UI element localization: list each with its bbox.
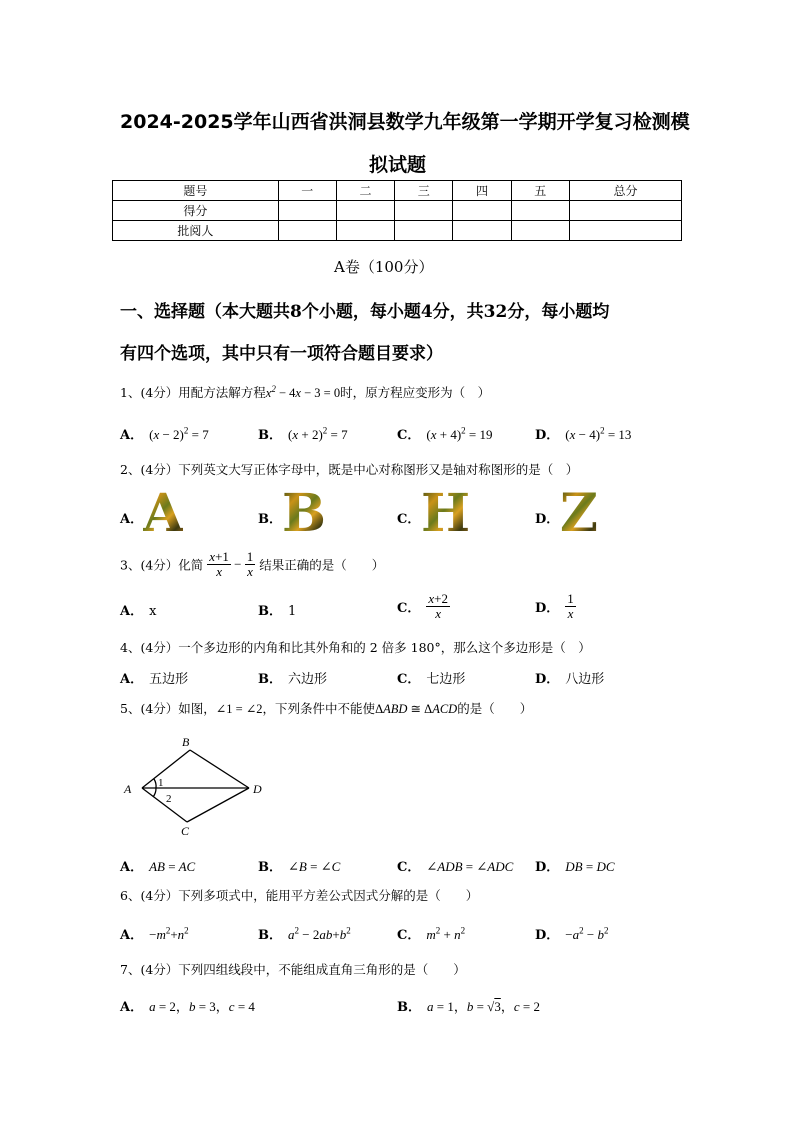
option-a[interactable] (120, 996, 255, 1015)
option-label: C． (397, 928, 421, 943)
option-label: C． (397, 512, 421, 527)
question-stem: 3、(4分）化简 (120, 557, 204, 573)
option-label: B． (258, 604, 282, 619)
option-d[interactable] (535, 592, 576, 621)
option-formula: ∠B = ∠C (288, 859, 341, 874)
table-row-label: 得分 (113, 201, 279, 221)
option-formula: $a^2 - 2ab+b^2$ (288, 925, 351, 942)
table-header-cell: 二 (336, 181, 394, 201)
label-c: C (181, 824, 190, 838)
table-header-cell: 题号 (113, 181, 279, 201)
segment-cd (187, 788, 249, 822)
label-a: A (124, 782, 132, 796)
table-cell (569, 221, 681, 241)
table-cell (511, 221, 569, 241)
option-label: B． (258, 672, 282, 687)
math-expression: ΔABD ≅ ΔACD (375, 702, 458, 716)
option-formula: $-a^2 - b^2$ (565, 925, 609, 942)
table-header-cell: 五 (511, 181, 569, 201)
option-label: C． (397, 428, 421, 443)
fraction: $\frac{1}{x}$ (567, 591, 574, 621)
option-label: B． (258, 428, 282, 443)
option-b[interactable] (258, 668, 327, 687)
question-1 (120, 383, 490, 401)
table-cell (395, 201, 453, 221)
table-cell (336, 201, 394, 221)
table-row (113, 201, 682, 221)
fraction: $\frac{1}{x}$ (246, 549, 254, 579)
option-label: B． (397, 1000, 421, 1015)
option-d[interactable] (535, 856, 615, 875)
option-label: D． (535, 860, 560, 875)
option-label: C． (397, 860, 421, 875)
question-3: 3、(4分）化简 $\frac{x+1}{x}$ − $\frac{1}{x}$ 结果正确的是（ ） (120, 549, 385, 579)
table-cell (336, 221, 394, 241)
option-value: x (149, 604, 157, 619)
option-c[interactable] (397, 592, 450, 621)
option-formula: $(x + 2)^2 = 7$ (288, 425, 348, 442)
math-expression: ∠1 = ∠2 (215, 702, 263, 716)
option-label: D． (535, 601, 560, 616)
option-formula: ∠ADB = ∠ADC (426, 859, 514, 874)
option-formula: $(x - 4)^2 = 13$ (565, 425, 632, 442)
option-label: A． (120, 672, 144, 687)
question-2: 2、(4分）下列英文大写正体字母中，既是中心对称图形又是轴对称图形的是（ ） (120, 462, 579, 477)
option-c[interactable] (397, 424, 493, 443)
geometry-figure (118, 733, 278, 843)
table-row (113, 181, 682, 201)
option-b[interactable] (258, 424, 348, 443)
option-value: 八边形 (565, 672, 605, 687)
table-cell (278, 221, 336, 241)
option-label: D． (535, 512, 560, 527)
letter-z-image: Z (560, 483, 598, 544)
option-label: A． (120, 928, 144, 943)
option-label: D． (535, 928, 560, 943)
option-label: A． (120, 860, 144, 875)
score-table (112, 180, 682, 241)
option-a[interactable] (120, 600, 156, 619)
option-b[interactable] (258, 856, 340, 875)
letter-b-image: B (282, 483, 326, 544)
option-label: D． (535, 672, 560, 687)
table-cell (511, 201, 569, 221)
table-cell (278, 201, 336, 221)
option-d[interactable] (535, 424, 631, 443)
option-label: A． (120, 1000, 144, 1015)
question-5 (120, 699, 532, 717)
option-b[interactable] (397, 996, 540, 1015)
option-c[interactable] (397, 924, 465, 943)
question-stem: 5、(4分）如图， (120, 701, 216, 716)
table-header-cell: 三 (395, 181, 453, 201)
option-value: 七边形 (426, 672, 466, 687)
option-b[interactable] (258, 600, 296, 619)
option-label: A． (120, 512, 144, 527)
table-cell (395, 221, 453, 241)
option-label: C． (397, 601, 421, 616)
option-value: 六边形 (288, 672, 328, 687)
segment-bd (190, 750, 249, 788)
label-angle-2: 2 (166, 793, 172, 805)
option-formula: DB = DC (565, 859, 615, 874)
option-label: B． (258, 860, 282, 875)
option-formula: a = 1，b = √3，c = 2 (427, 999, 540, 1014)
option-label: A． (120, 428, 144, 443)
option-label: D． (535, 428, 560, 443)
option-formula: $-m^2+n^2$ (149, 925, 189, 942)
volume-heading: A卷（100分） (334, 258, 434, 276)
table-cell (453, 201, 511, 221)
fraction: $\frac{x+1}{x}$ (209, 549, 229, 579)
question-stem-middle: ，下列条件中不能使 (262, 701, 376, 716)
equation: $x^2 - 4x - 3 = 0$ (265, 383, 341, 400)
question-7: 7、(4分）下列四组线段中，不能组成直角三角形的是（ ） (120, 962, 466, 977)
option-d[interactable] (535, 668, 604, 687)
option-b[interactable] (258, 924, 351, 943)
page-title: 2024-2025学年山西省洪洞县数学九年级第一学期开学复习检测模 (120, 111, 690, 133)
option-formula: $(x + 4)^2 = 19$ (426, 425, 493, 442)
table-header-cell: 总分 (569, 181, 681, 201)
question-stem-suffix: 时，原方程应变形为（ ） (340, 385, 491, 400)
option-value: 1 (288, 604, 297, 619)
letter-h-image: H (421, 483, 471, 544)
option-d[interactable] (535, 924, 608, 943)
label-d: D (253, 782, 262, 796)
question-stem: 1、(4分）用配方法解方程 (120, 385, 266, 400)
section-heading-line2: 有四个选项，其中只有一项符合题目要求） (120, 344, 443, 364)
option-label: A． (120, 604, 144, 619)
question-4: 4、(4分）一个多边形的内角和比其外角和的 2 倍多 180°，那么这个多边形是（ ） (120, 640, 591, 655)
letter-a-image: A (143, 483, 184, 544)
question-6: 6、(4分）下列多项式中，能用平方差公式因式分解的是（ ） (120, 888, 479, 903)
fraction: $\frac{x+2}{x}$ (428, 591, 448, 621)
question-stem-suffix: 结果正确的是（ ） (259, 557, 385, 573)
option-value: 五边形 (149, 672, 189, 687)
label-angle-1: 1 (158, 777, 164, 789)
option-formula: $m^2 + n^2$ (426, 925, 466, 942)
option-a[interactable] (120, 668, 188, 687)
label-b: B (182, 735, 190, 749)
option-a[interactable] (120, 924, 189, 943)
segment-ac (142, 788, 187, 822)
option-c[interactable] (397, 668, 465, 687)
table-row (113, 221, 682, 241)
table-row-label: 批阅人 (113, 221, 279, 241)
segment-ab (142, 750, 190, 788)
option-formula: AB = AC (149, 859, 196, 874)
page-title-line2: 拟试题 (369, 154, 427, 176)
option-label: B． (258, 512, 282, 527)
angle-2-arc (153, 788, 156, 797)
table-cell (569, 201, 681, 221)
option-formula: a = 2，b = 3，c = 4 (149, 999, 255, 1014)
table-header-cell: 一 (278, 181, 336, 201)
option-a[interactable] (120, 424, 209, 443)
option-label: C． (397, 672, 421, 687)
table-header-cell: 四 (453, 181, 511, 201)
option-formula: $(x - 2)^2 = 7$ (149, 425, 209, 442)
option-label: B． (258, 928, 282, 943)
option-c[interactable] (397, 856, 513, 875)
option-a[interactable] (120, 856, 195, 875)
angle-1-arc (154, 779, 156, 788)
table-cell (453, 221, 511, 241)
section-heading: 一、选择题（本大题共8个小题，每小题4分，共32分，每小题均 (120, 302, 610, 322)
question-stem-suffix: 的是（ ） (457, 701, 533, 716)
